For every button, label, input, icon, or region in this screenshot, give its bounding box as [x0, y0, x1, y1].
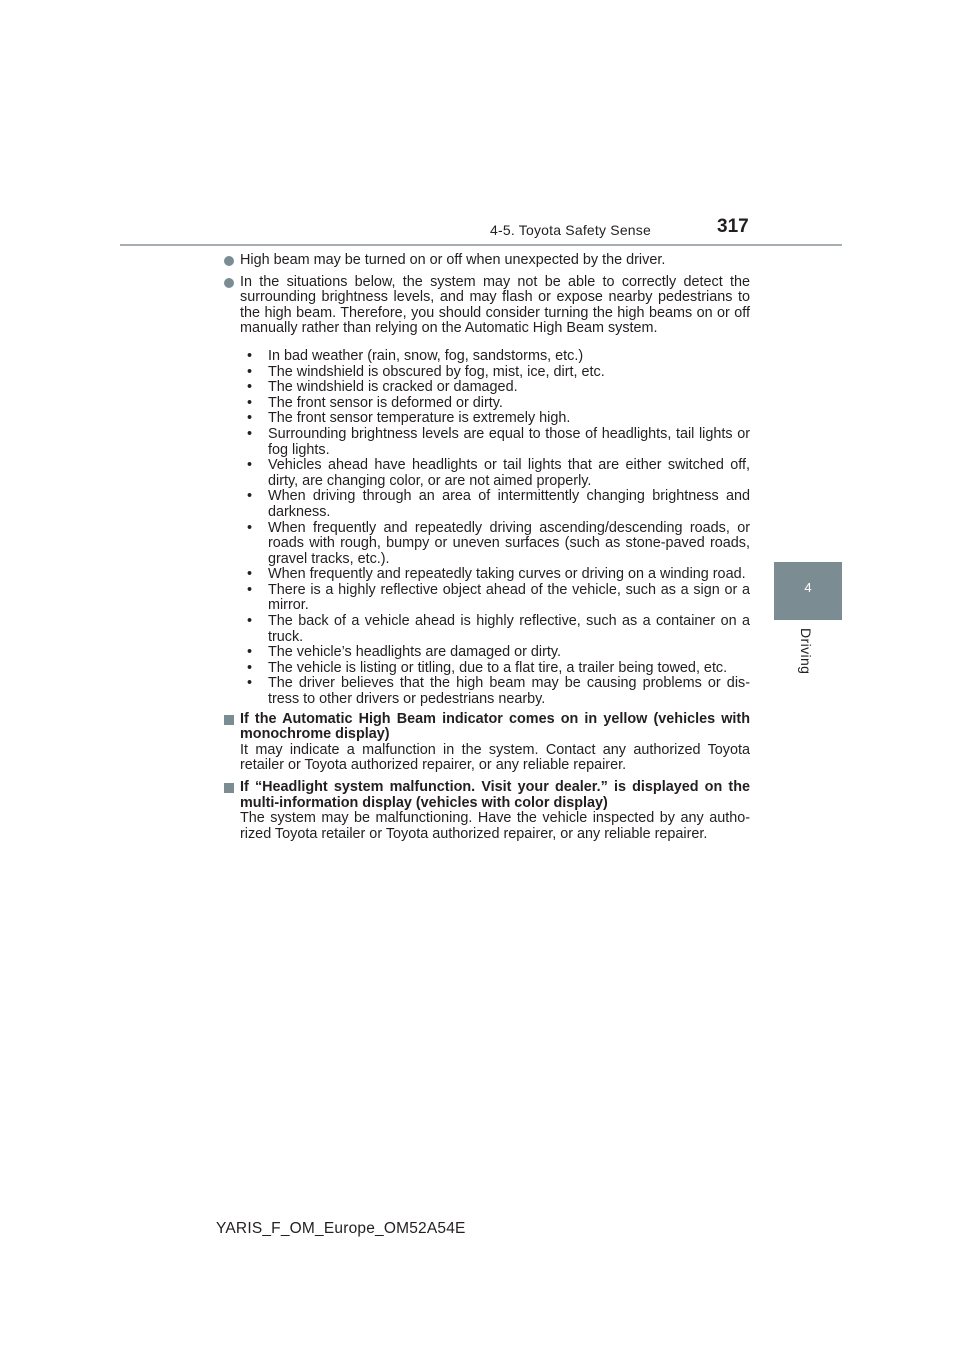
list-item: • The back of a vehicle ahead is highly reflective, such as a container on a truck.: [247, 613, 750, 645]
chapter-tab: [774, 562, 842, 620]
condition-list: [222, 349, 750, 708]
list-item: • Vehicles ahead have headlights or tail lights that are either switched off, dirty, are changing color, or are not aimed properly.: [247, 457, 750, 489]
bullet-dot-icon: [224, 278, 234, 288]
list-item-text: The back of a vehicle ahead is highly reflective, such as a container on a truck.: [268, 613, 750, 645]
list-item: • The front sensor is deformed or dirty.: [247, 394, 503, 411]
list-item-text: In bad weather (rain, snow, fog, sandstorms, etc.): [268, 347, 584, 364]
list-item-text: Vehicles ahead have headlights or tail lights that are either switched off, dirty, are changing color, or are not aimed properly.: [268, 457, 750, 489]
list-item-text: The vehicle’s headlights are damaged or dirty.: [268, 644, 562, 661]
list-item-text: The windshield is cracked or damaged.: [268, 379, 518, 396]
section-square-icon: [224, 715, 234, 725]
bullet-item: [222, 253, 750, 269]
info-section: [222, 780, 750, 842]
list-item-text: The front sensor is deformed or dirty.: [268, 394, 503, 411]
list-item-text: The windshield is obscured by fog, mist, ice, dirt, etc.: [268, 363, 605, 380]
list-item-text: When driving through an area of intermittently changing brightness and darkness.: [268, 488, 750, 520]
page-number: 317: [717, 216, 749, 237]
chapter-number: 4: [804, 580, 812, 595]
bullet-text: High beam may be turned on or off when unexpected by the driver.: [240, 252, 666, 268]
list-item: • The vehicle’s headlights are damaged or dirty.: [247, 644, 562, 661]
section-title: If the Automatic High Beam indicator comes on in yellow (vehicles with monochrome display): [240, 710, 750, 743]
header-divider: [120, 244, 842, 246]
section-square-icon: [224, 783, 234, 793]
list-item-text: When frequently and repeatedly driving ascending/descending roads, or roads with rough, bumpy or uneven surfaces (such as stone-paved roads, gravel tracks, etc.).: [268, 519, 750, 567]
list-item-text: The driver believes that the high beam may be causing problems or dis-tress to other drivers or pedestrians nearby.: [268, 675, 750, 708]
list-item: • The windshield is obscured by fog, mist, ice, dirt, etc.: [247, 363, 605, 380]
list-item: • When frequently and repeatedly driving ascending/descending roads, or roads with rough, bumpy or uneven surfaces (such as stone-paved roads, gravel tracks, etc.).: [247, 519, 750, 567]
list-item: • The windshield is cracked or damaged.: [247, 379, 518, 396]
list-item: • In bad weather (rain, snow, fog, sandstorms, etc.): [247, 347, 584, 364]
list-item: • The front sensor temperature is extremely high.: [247, 410, 571, 427]
section-title: If “Headlight system malfunction. Visit your dealer.” is displayed on the multi-information display (vehicles with color display): [240, 779, 750, 811]
list-item: • When driving through an area of intermittently changing brightness and darkness.: [247, 488, 750, 520]
bullet-text: In the situations below, the system may not be able to correctly detect the surrounding brightness levels, and may flash or expose nearby pedestrians to the high beam. Therefore, you should consider turning the high beams on or off manually rather than relying on the Automatic High Beam system.: [240, 273, 750, 337]
section-body: It may indicate a malfunction in the system. Contact any authorized Toyota retailer or Toyota authorized repairer, or any reliable repairer.: [240, 741, 750, 774]
list-item-text: The front sensor temperature is extremely high.: [268, 410, 571, 427]
list-item: • When frequently and repeatedly taking curves or driving on a winding road.: [247, 566, 746, 583]
bullet-dot-icon: [224, 256, 234, 266]
section-body: The system may be malfunctioning. Have the vehicle inspected by any autho-rized Toyota retailer or Toyota authorized repairer, or any reliable repairer.: [240, 810, 750, 842]
list-item-text: The vehicle is listing or titling, due to a flat tire, a trailer being towed, etc.: [268, 659, 728, 676]
info-section: [222, 712, 750, 774]
list-item-text: When frequently and repeatedly taking curves or driving on a winding road.: [268, 566, 746, 583]
page-content: [222, 253, 750, 848]
bullet-item: [222, 275, 750, 337]
list-item: • Surrounding brightness levels are equal to those of headlights, tail lights or fog lights.: [247, 425, 750, 458]
footer-doc-code: YARIS_F_OM_Europe_OM52A54E: [216, 1220, 466, 1237]
list-item-text: There is a highly reflective object ahead of the vehicle, such as a sign or a mirror.: [268, 581, 750, 614]
list-item-text: Surrounding brightness levels are equal to those of headlights, tail lights or fog lights.: [268, 425, 750, 458]
list-item: • The vehicle is listing or titling, due to a flat tire, a trailer being towed, etc.: [247, 659, 728, 676]
chapter-label: [798, 628, 818, 688]
list-item: • There is a highly reflective object ahead of the vehicle, such as a sign or a mirror.: [247, 581, 750, 614]
chapter-label-text: Driving: [798, 628, 814, 675]
list-item: • The driver believes that the high beam may be causing problems or dis-tress to other drivers or pedestrians nearby.: [247, 675, 750, 708]
section-title: 4-5. Toyota Safety Sense: [490, 222, 651, 238]
